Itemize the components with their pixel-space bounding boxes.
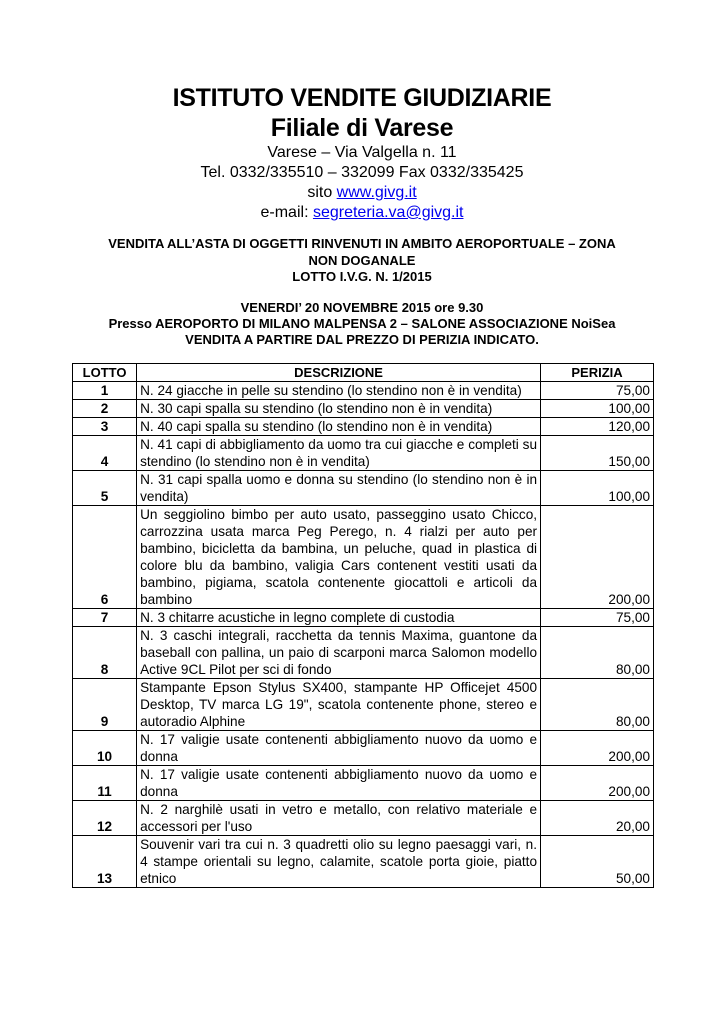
lot-price: 75,00 <box>541 382 654 400</box>
lot-price: 20,00 <box>541 801 654 836</box>
lot-description: N. 2 narghilè usati in vetro e metallo, con relativo materiale e accessori per l'uso <box>137 801 541 836</box>
lot-number: 7 <box>73 609 137 627</box>
table-row <box>73 609 654 627</box>
header-perizia: PERIZIA <box>541 364 654 382</box>
table-row <box>73 801 654 836</box>
sale-heading-line1: VENDITA ALL’ASTA DI OGGETTI RINVENUTI IN AMBITO AEROPORTUALE – ZONA <box>108 236 616 251</box>
lot-number: 9 <box>73 679 137 731</box>
site-line <box>0 183 724 203</box>
lot-number: 10 <box>73 731 137 766</box>
page-subtitle: Filiale di Varese <box>270 114 454 142</box>
header-lotto: LOTTO <box>73 364 137 382</box>
sale-place: Presso AEROPORTO DI MILANO MALPENSA 2 – SALONE ASSOCIAZIONE NoiSea <box>108 316 616 331</box>
lot-price: 80,00 <box>541 679 654 731</box>
lots-table <box>72 363 654 888</box>
site-label: sito <box>307 184 337 201</box>
email-link[interactable]: segreteria.va@givg.it <box>312 204 464 221</box>
table-row <box>73 418 654 436</box>
phone-line: Tel. 0332/335510 – 332099 Fax 0332/335425 <box>200 164 524 181</box>
lot-number: 5 <box>73 471 137 506</box>
lot-number: 13 <box>73 836 137 888</box>
lot-number: 6 <box>73 506 137 609</box>
table-row <box>73 766 654 801</box>
header-descrizione: DESCRIZIONE <box>137 364 541 382</box>
page-title: ISTITUTO VENDITE GIUDIZIARIE <box>172 84 552 112</box>
lot-description: N. 30 capi spalla su stendino (lo stendino non è in vendita) <box>137 400 541 418</box>
sale-lot-number: LOTTO I.V.G. N. 1/2015 <box>292 269 432 284</box>
lot-number: 8 <box>73 627 137 679</box>
lot-description: N. 3 caschi integrali, racchetta da tennis Maxima, guantone da baseball con pallina, un paio di scarponi marca Salomon modello Active 9CL Pilot per sci di fondo <box>137 627 541 679</box>
lot-number: 11 <box>73 766 137 801</box>
lot-price: 150,00 <box>541 436 654 471</box>
lot-description: N. 41 capi di abbigliamento da uomo tra cui giacche e completi su stendino (lo stendino non è in vendita) <box>137 436 541 471</box>
lot-description: N. 3 chitarre acustiche in legno complete di custodia <box>137 609 541 627</box>
table-row <box>73 506 654 609</box>
lot-price: 100,00 <box>541 400 654 418</box>
table-row <box>73 436 654 471</box>
sale-date: VENERDI’ 20 NOVEMBRE 2015 ore 9.30 <box>240 300 484 315</box>
lot-description: Stampante Epson Stylus SX400, stampante HP Officejet 4500 Desktop, TV marca LG 19", scatola contenente phone, stereo e autoradio Alphine <box>137 679 541 731</box>
email-line <box>0 203 724 223</box>
address-line: Varese – Via Valgella n. 11 <box>267 144 457 161</box>
table-header-row <box>73 364 654 382</box>
lot-number: 1 <box>73 382 137 400</box>
table-row <box>73 382 654 400</box>
lot-price: 80,00 <box>541 627 654 679</box>
lot-description: Un seggiolino bimbo per auto usato, passeggino usato Chicco, carrozzina usata marca Peg Perego, n. 4 rialzi per auto per bambino, bicicletta da bambina, un peluche, quad in plastica di colore blu da bambino, valigia Cars contenent vestiti usati da bambino, pigiama, scatola contenente giocattoli e articoli da bambino <box>137 506 541 609</box>
lot-price: 100,00 <box>541 471 654 506</box>
lot-description: N. 24 giacche in pelle su stendino (lo stendino non è in vendita) <box>137 382 541 400</box>
lot-price: 50,00 <box>541 836 654 888</box>
lot-price: 200,00 <box>541 731 654 766</box>
table-row <box>73 836 654 888</box>
lot-price: 200,00 <box>541 766 654 801</box>
lot-number: 3 <box>73 418 137 436</box>
lot-description: N. 17 valigie usate contenenti abbigliamento nuovo da uomo e donna <box>137 731 541 766</box>
table-row <box>73 627 654 679</box>
table-row <box>73 679 654 731</box>
sale-heading-line2: NON DOGANALE <box>308 253 416 268</box>
lot-number: 12 <box>73 801 137 836</box>
table-row <box>73 731 654 766</box>
table-row <box>73 471 654 506</box>
lot-price: 200,00 <box>541 506 654 609</box>
lot-description: N. 31 capi spalla uomo e donna su stendino (lo stendino non è in vendita) <box>137 471 541 506</box>
lot-number: 2 <box>73 400 137 418</box>
lot-price: 120,00 <box>541 418 654 436</box>
table-row <box>73 400 654 418</box>
email-label: e-mail: <box>260 204 313 221</box>
lot-description: N. 40 capi spalla su stendino (lo stendino non è in vendita) <box>137 418 541 436</box>
lot-price: 75,00 <box>541 609 654 627</box>
lot-number: 4 <box>73 436 137 471</box>
sale-note: VENDITA A PARTIRE DAL PREZZO DI PERIZIA INDICATO. <box>185 332 539 347</box>
lot-description: Souvenir vari tra cui n. 3 quadretti olio su legno paesaggi vari, n. 4 stampe orientali su legno, calamite, scatole porta gioie, piatto etnico <box>137 836 541 888</box>
site-link[interactable]: www.givg.it <box>336 184 417 201</box>
lot-description: N. 17 valigie usate contenenti abbigliamento nuovo da uomo e donna <box>137 766 541 801</box>
